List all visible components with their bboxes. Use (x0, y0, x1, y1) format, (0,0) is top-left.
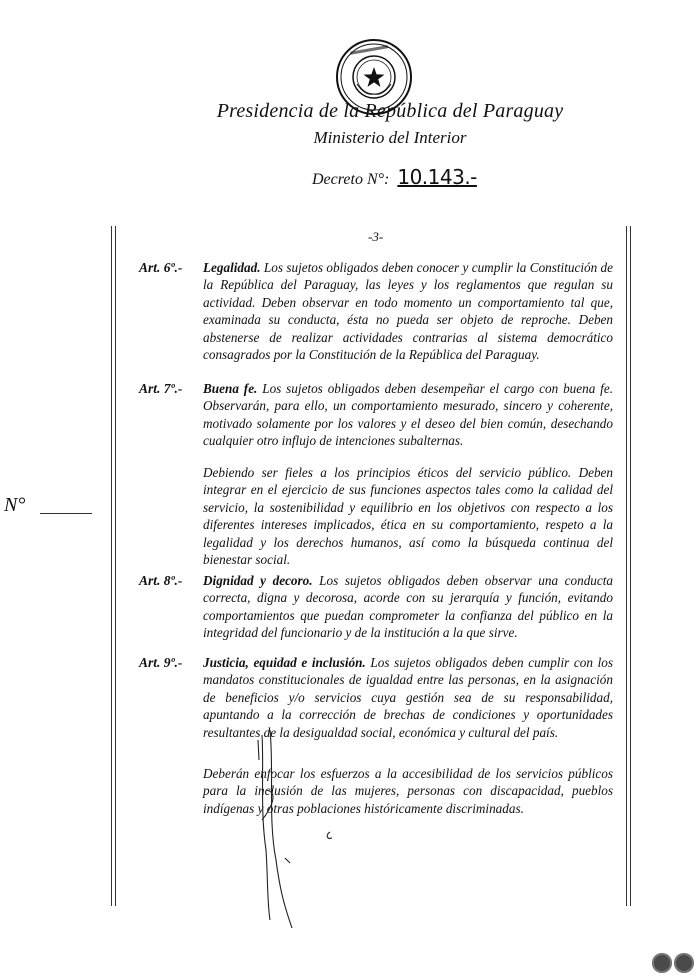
right-border-line (626, 226, 627, 906)
article-6-text (203, 259, 613, 363)
left-border-line-inner (115, 226, 116, 906)
article-6-label: Art. 6º.- (139, 260, 183, 275)
institution-heading: Presidencia de la República del Paraguay (216, 100, 564, 122)
article-9-paragraph-2: Deberán enfocar los esfuerzos a la accesibilidad de los servicios públicos para la inclusión de las mujeres, personas con discapacidad, pueblos indígenas y otras poblaciones históricamente discriminadas. (203, 766, 613, 816)
article-8-body: Los sujetos obligados deben observar una conducta correcta, digna y decorosa, acorde con su jerarquía y función, evitando comportamientos que puedan comprometer la confianza del público en la integridad del funcionario y de la institución a la que sirve. (203, 573, 613, 641)
page-number: -3- (368, 229, 384, 244)
article-8-text (203, 572, 613, 642)
article-7-label: Art. 7º.- (139, 381, 183, 396)
handwritten-signature (240, 730, 350, 930)
margin-number-line (40, 513, 92, 514)
article-8-title: Dignidad y decoro. (203, 573, 313, 588)
corner-badge-icon (652, 953, 672, 973)
article-7-title: Buena fe. (203, 381, 258, 396)
article-7-body: Los sujetos obligados deben desempeñar el cargo con buena fe. Observarán, para ello, un comportamiento mesurado, sincero y coherente, motivado solamente por los valores y el deseo del bien común, desechando cualquier otro influjo de intenciones subalternas. (203, 381, 614, 449)
ministry-heading: Ministerio del Interior (313, 128, 467, 147)
decree-label: Decreto N°: (312, 171, 390, 188)
article-9-text (203, 654, 613, 741)
right-border-line-inner (630, 226, 631, 906)
article-9-label: Art. 9º.- (139, 655, 183, 670)
article-6-body: Los sujetos obligados deben conocer y cumplir la Constitución de la República del Paraguay, las leyes y los reglamentos que regulan su actividad. Deben observar en todo momento un comportamiento tal que, examinada su conducta, ésta no pueda ser objeto de reproche. Deben abstenerse de realizar actividades contrarias al sistema democrático consagrados por la Constitución de la República del Paraguay. (203, 260, 614, 363)
decree-number (312, 165, 477, 189)
article-6-title: Legalidad. (203, 260, 261, 275)
article-9-title: Justicia, equidad e inclusión. (203, 655, 366, 670)
margin-number-label: N° (4, 494, 26, 516)
article-8-label: Art. 8º.- (139, 573, 183, 588)
corner-badge-icon (674, 953, 694, 973)
article-7-paragraph-2: Debiendo ser fieles a los principios éticos del servicio público. Deben integrar en el ejercicio de sus funciones aspectos tales como la calidad del servicio, la sostenibilidad y equilibrio en los objetivos con respecto a los diferentes intereses implicados, ética en su comportamiento, respeto a la legalidad y los derechos humanos, así como la búsqueda continua del bienestar social. (203, 465, 613, 568)
left-border-line (111, 226, 112, 906)
article-7-text (203, 380, 613, 450)
decree-number-value: 10.143.- (397, 165, 477, 189)
article-9-body: Los sujetos obligados deben cumplir con los mandatos constitucionales de igualdad entre las personas, en la asignación de beneficios y/o servicios cuya gestión sea de su responsabilidad, apuntando a la corrección de brechas de condiciones y oportunidades resultantes de la desigualdad social, económica y cultural del país. (203, 655, 614, 740)
